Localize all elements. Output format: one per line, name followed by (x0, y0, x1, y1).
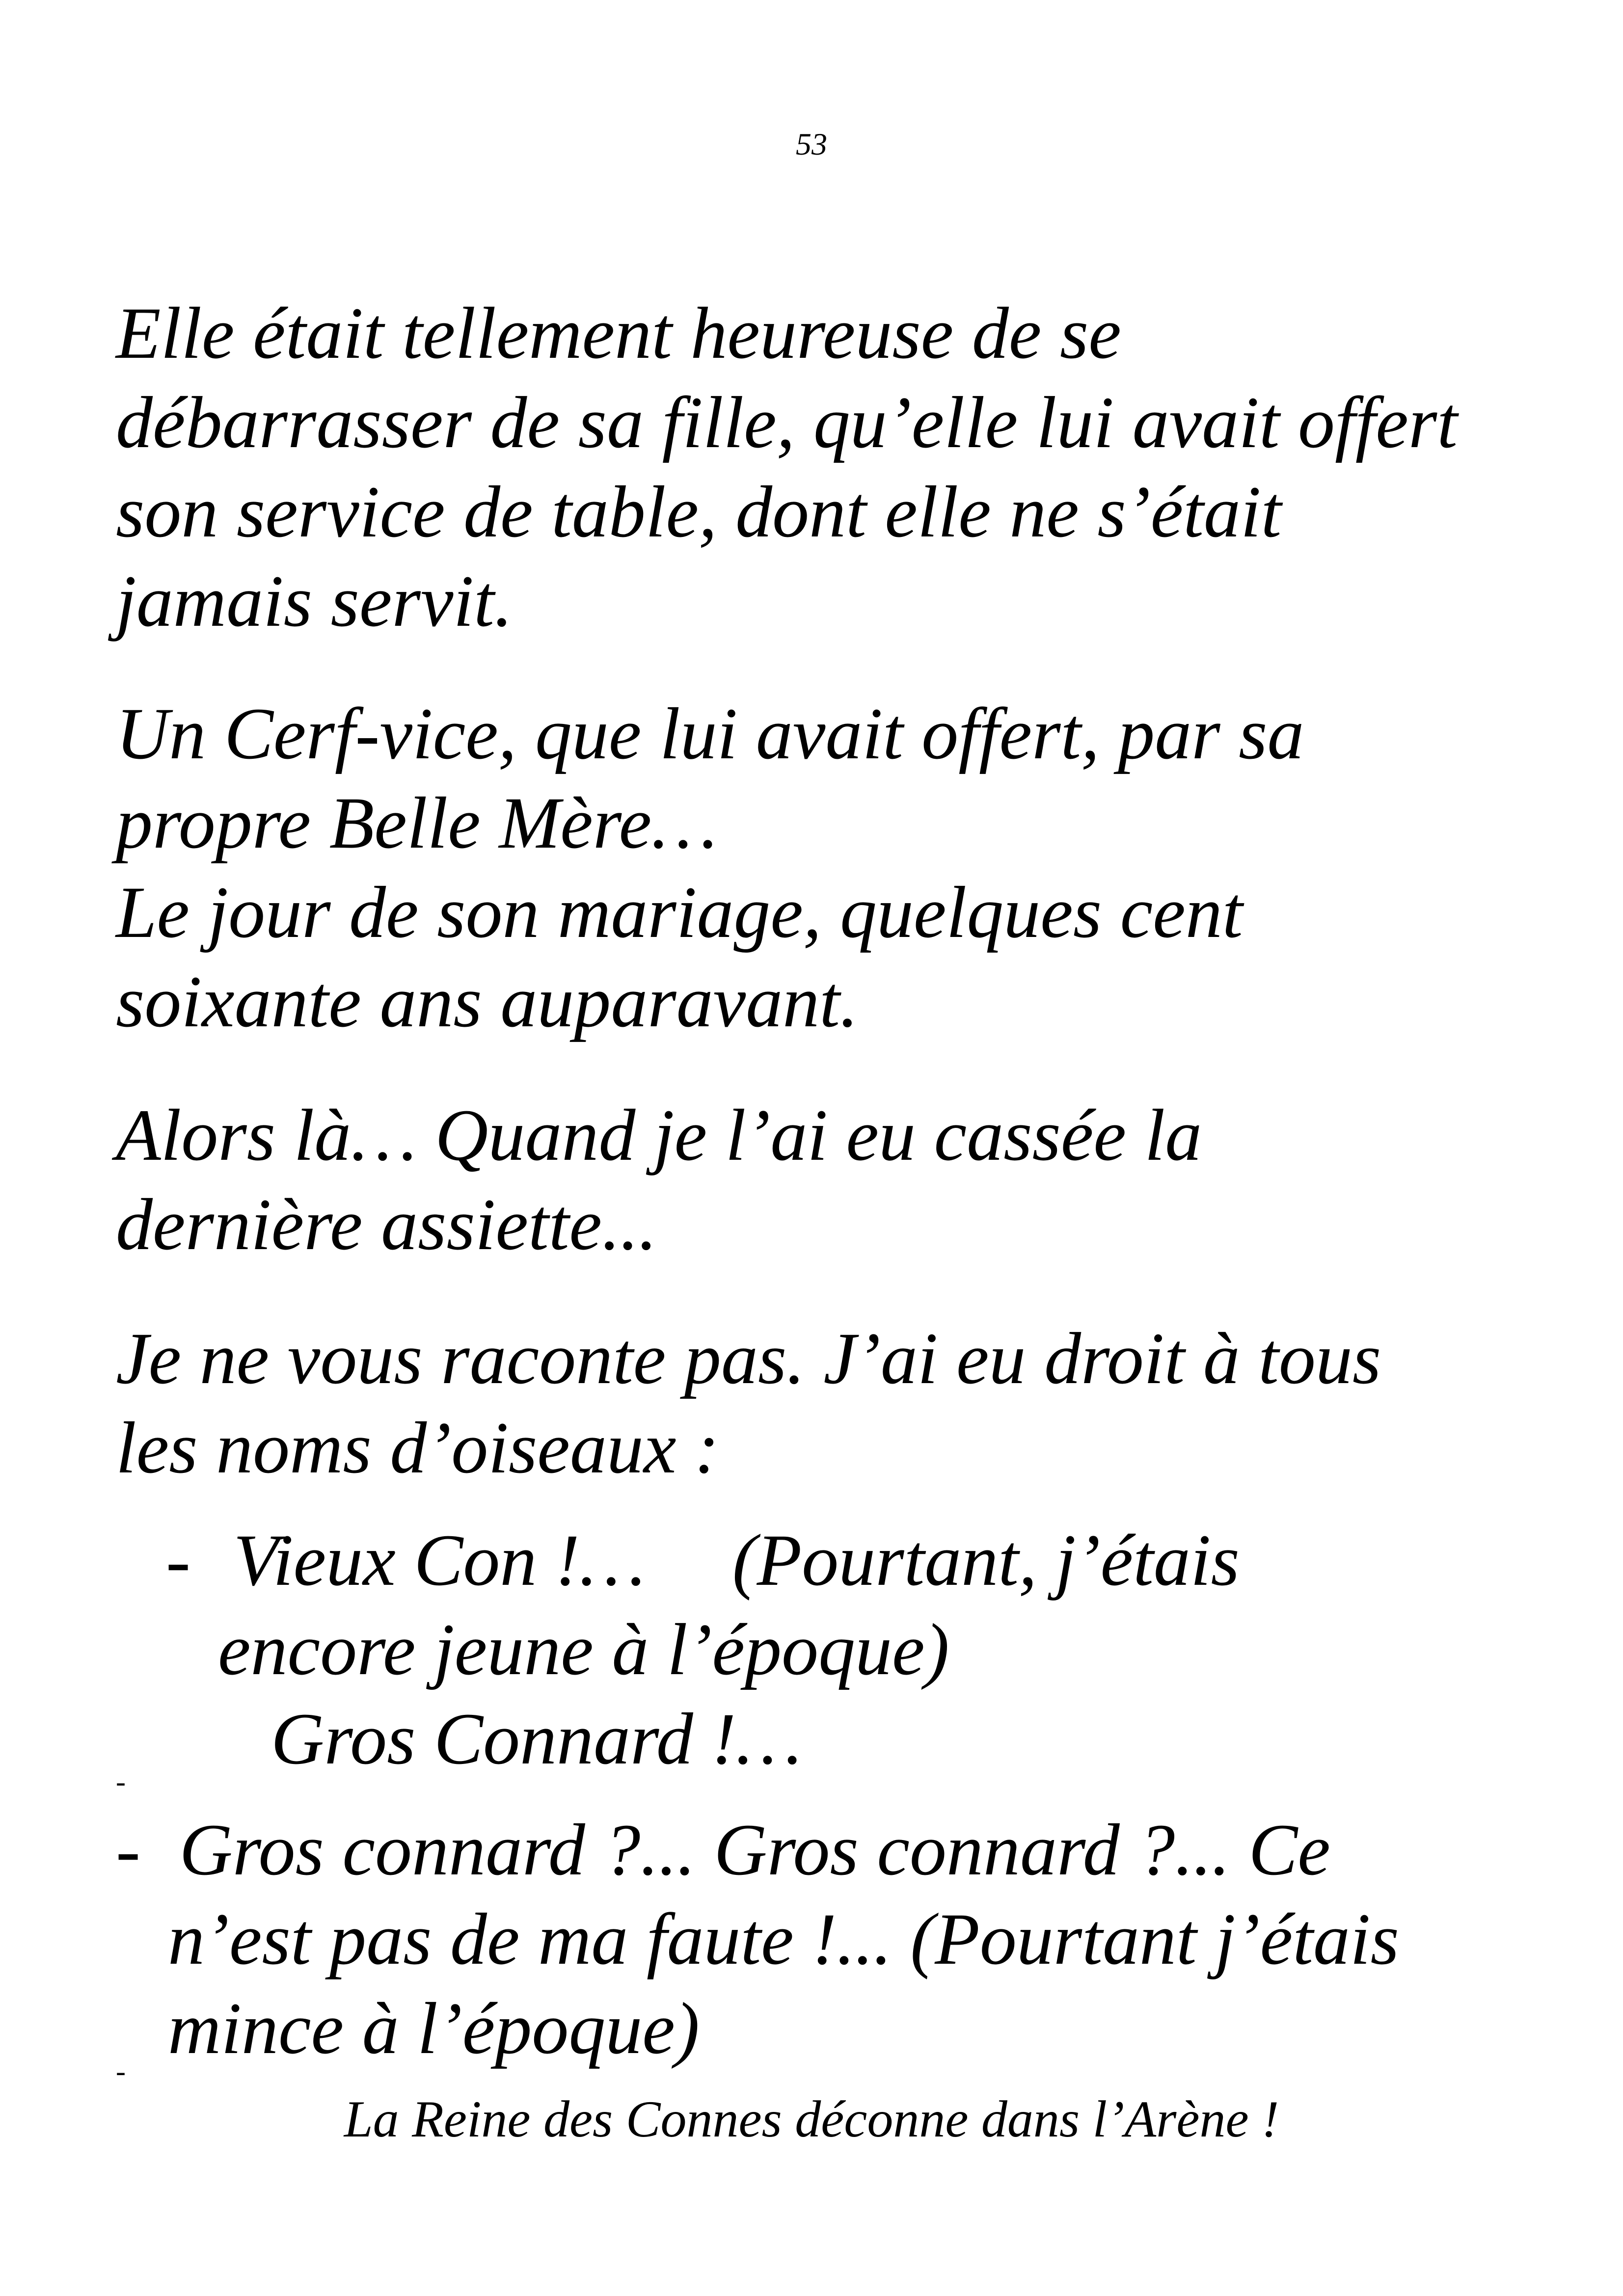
paragraph-line: Elle était tellement heureuse de se (116, 293, 1121, 374)
paragraph-line: propre Belle Mère… (116, 782, 717, 864)
list-marker: - (116, 2055, 126, 2087)
paragraph-line: les noms d’oiseaux : (116, 1407, 719, 1489)
dialogue-2 (116, 1805, 1569, 2073)
paragraph-line: dernière assiette... (116, 1184, 657, 1265)
dialogue-line (166, 1516, 1619, 1605)
paragraph-line: jamais servit. (116, 561, 513, 642)
paragraph-line: Alors là… Quand je l’ai eu cassée la (116, 1095, 1202, 1176)
paragraph-2 (116, 689, 1569, 1046)
paragraph-3 (116, 1091, 1569, 1269)
dialogue-line: Gros Connard !… (271, 1698, 802, 1780)
dialogue-aside: (Pourtant, j’étais (732, 1520, 1240, 1601)
dialogue-dash: - (116, 1809, 140, 1891)
paragraph-4 (116, 1314, 1569, 1493)
paragraph-line: Je ne vous raconte pas. J’ai eu droit à tous (116, 1318, 1381, 1399)
paragraph-line: débarrasser de sa fille, qu’elle lui avait offert (116, 382, 1458, 463)
paragraph-line: Le jour de son mariage, quelques cent (116, 872, 1243, 953)
dialogue-dash: - (166, 1520, 190, 1601)
dialogue-line: mince à l’époque) (168, 1988, 700, 2069)
dialogue-line: encore jeune à l’époque) (218, 1609, 949, 1690)
list-marker: - (116, 1765, 126, 1798)
paragraph-line: son service de table, dont elle ne s’était (116, 471, 1282, 553)
dialogue-1 (166, 1516, 1619, 1784)
paragraph-1 (116, 289, 1569, 646)
dialogue-line: n’est pas de ma faute !... (Pourtant j’étais (168, 1898, 1399, 1980)
footer-text: La Reine des Connes déconne dans l’Arène ! (344, 2090, 1279, 2148)
paragraph-line: soixante ans auparavant. (116, 961, 859, 1042)
paragraph-line: Un Cerf-vice, que lui avait offert, par sa (116, 693, 1304, 774)
page-number: 53 (796, 127, 827, 161)
dialogue-text: Gros connard ?... Gros connard ?... Ce (179, 1809, 1330, 1891)
dialogue-text: Vieux Con !… (233, 1520, 646, 1601)
dialogue-line (116, 1805, 1569, 1895)
